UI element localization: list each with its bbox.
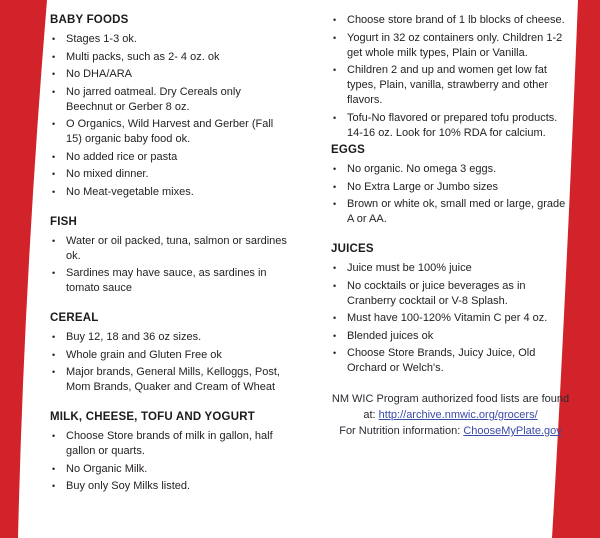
list-item	[331, 279, 570, 309]
bullet-icon: •	[333, 181, 337, 192]
bullet-icon: •	[52, 69, 56, 79]
left-column	[50, 13, 287, 509]
list-item	[50, 185, 287, 200]
red-band-left	[0, 0, 47, 538]
list-item	[50, 429, 287, 459]
bullet-icon: •	[52, 431, 56, 441]
bullet-icon: •	[52, 151, 56, 162]
bullet-icon: •	[52, 332, 56, 342]
list-item	[331, 31, 570, 61]
list-item	[50, 167, 287, 182]
bullet-icon: •	[52, 481, 56, 491]
section-heading: BABY FOODS	[50, 14, 129, 26]
list-item	[50, 365, 287, 395]
bullet-icon: •	[52, 34, 56, 44]
list-item	[50, 330, 287, 345]
list-item	[50, 266, 287, 296]
bullet-icon: •	[333, 15, 337, 25]
list-item	[331, 63, 570, 108]
list-item	[331, 180, 570, 195]
list-item	[331, 311, 570, 326]
section-items	[50, 32, 287, 200]
wic-food-lists-note	[331, 391, 570, 423]
bullet-icon: •	[52, 119, 56, 129]
section-heading: MILK, CHEESE, TOFU AND YOGURT	[50, 411, 255, 423]
bullet-icon: •	[52, 349, 56, 360]
bullet-icon: •	[333, 32, 337, 43]
bullet-icon: •	[52, 86, 56, 97]
list-item	[50, 348, 287, 363]
list-item	[331, 346, 570, 376]
item-text: No jarred oatmeal. Dry Cereals only Beechnut or Gerber 8 oz.	[66, 85, 241, 113]
bullet-icon: •	[333, 313, 337, 323]
section-baby-foods	[50, 13, 287, 200]
list-item	[50, 85, 287, 115]
section-milk-continued	[331, 13, 570, 141]
bullet-icon: •	[333, 164, 337, 174]
choosemyplate-link[interactable]: ChooseMyPlate.gov	[463, 425, 562, 437]
list-item	[50, 32, 287, 47]
section-items	[50, 429, 287, 494]
item-text: No Extra Large or Jumbo sizes	[347, 180, 499, 193]
item-text: No organic. No omega 3 eggs.	[347, 163, 497, 175]
bullet-icon: •	[52, 169, 56, 179]
right-column	[331, 13, 570, 439]
section-items	[331, 13, 570, 141]
item-text: Stages 1-3 ok.	[66, 33, 137, 45]
bullet-icon: •	[333, 330, 337, 341]
section-heading: JUICES	[331, 243, 374, 255]
bullet-icon: •	[52, 51, 56, 62]
list-item	[331, 329, 570, 344]
list-item	[50, 479, 287, 494]
item-text: Buy 12, 18 and 36 oz sizes.	[66, 331, 202, 343]
section-fish	[50, 215, 287, 297]
footer-links-block	[331, 391, 570, 439]
section-items	[50, 330, 287, 395]
list-item	[331, 197, 570, 227]
list-item	[331, 111, 570, 141]
section-heading: FISH	[50, 215, 77, 228]
bullet-icon: •	[333, 112, 337, 123]
item-text: Water or oil packed, tuna, salmon or sardines ok.	[66, 234, 287, 262]
item-text: Tofu-No flavored or prepared tofu products. 14-16 oz. Look for 10% RDA for calcium.	[347, 111, 558, 139]
section-items	[331, 261, 570, 376]
list-item	[50, 117, 287, 147]
list-item	[50, 150, 287, 165]
section-cereal	[50, 311, 287, 395]
bullet-icon: •	[333, 280, 337, 291]
item-text: No DHA/ARA	[66, 68, 133, 80]
bullet-icon: •	[52, 463, 56, 474]
grocers-link[interactable]: http://archive.nmwic.org/grocers/	[378, 409, 538, 421]
section-juices	[331, 242, 570, 376]
item-text: O Organics, Wild Harvest and Gerber (Fall 15) organic baby food ok.	[66, 118, 274, 145]
bullet-icon: •	[52, 186, 56, 197]
item-text: Brown or white ok, small med or large, grade A or AA.	[347, 198, 566, 225]
bullet-icon: •	[333, 263, 337, 273]
list-item	[331, 13, 570, 28]
item-text: Sardines may have sauce, as sardines in tomato sauce	[66, 267, 267, 294]
section-milk-cheese-tofu-yogurt	[50, 410, 287, 494]
footer-text: NM WIC Program authorized food lists are found at:	[331, 393, 570, 421]
item-text: Major brands, General Mills, Kelloggs, Post, Mom Brands, Quaker and Cream of Wheat	[66, 366, 280, 393]
section-heading: EGGS	[331, 144, 366, 156]
item-text: Choose Store Brands, Juicy Juice, Old Orchard or Welch's.	[347, 347, 536, 374]
item-text: Blended juices ok	[347, 329, 434, 342]
section-items	[50, 234, 287, 297]
list-item	[331, 162, 570, 177]
item-text: Juice must be 100% juice	[347, 262, 472, 274]
item-text: Must have 100-120% Vitamin C per 4 oz.	[347, 312, 548, 324]
bullet-icon: •	[52, 367, 56, 377]
item-text: Whole grain and Gluten Free ok	[66, 348, 222, 361]
bullet-icon: •	[333, 65, 337, 75]
section-items	[331, 162, 570, 227]
list-item	[50, 67, 287, 82]
item-text: Choose Store brands of milk in gallon, half gallon or quarts.	[66, 430, 273, 457]
list-item	[331, 261, 570, 276]
section-eggs	[331, 143, 570, 227]
bullet-icon: •	[333, 199, 337, 209]
item-text: No Meat-vegetable mixes.	[66, 185, 194, 198]
item-text: No mixed dinner.	[66, 168, 149, 180]
item-text: Multi packs, such as 2- 4 oz. ok	[66, 50, 220, 63]
footer-text: For Nutrition information:	[339, 425, 461, 437]
list-item	[50, 50, 287, 65]
bullet-icon: •	[333, 348, 337, 358]
bullet-icon: •	[52, 235, 56, 246]
item-text: No added rice or pasta	[66, 150, 178, 163]
item-text: Choose store brand of 1 lb blocks of cheese.	[347, 14, 565, 26]
list-item	[50, 234, 287, 264]
list-item	[50, 462, 287, 477]
nutrition-info-note	[331, 423, 570, 439]
item-text: No Organic Milk.	[66, 462, 148, 475]
bullet-icon: •	[52, 268, 56, 278]
item-text: Yogurt in 32 oz containers only. Children 1-2 get whole milk types, Plain or Vanilla.	[347, 31, 563, 59]
item-text: Buy only Soy Milks listed.	[66, 480, 191, 492]
item-text: No cocktails or juice beverages as in Cranberry cocktail or V-8 Splash.	[347, 279, 526, 307]
item-text: Children 2 and up and women get low fat types, Plain, vanilla, strawberry and other flavors.	[347, 64, 549, 106]
section-heading: CEREAL	[50, 312, 99, 324]
